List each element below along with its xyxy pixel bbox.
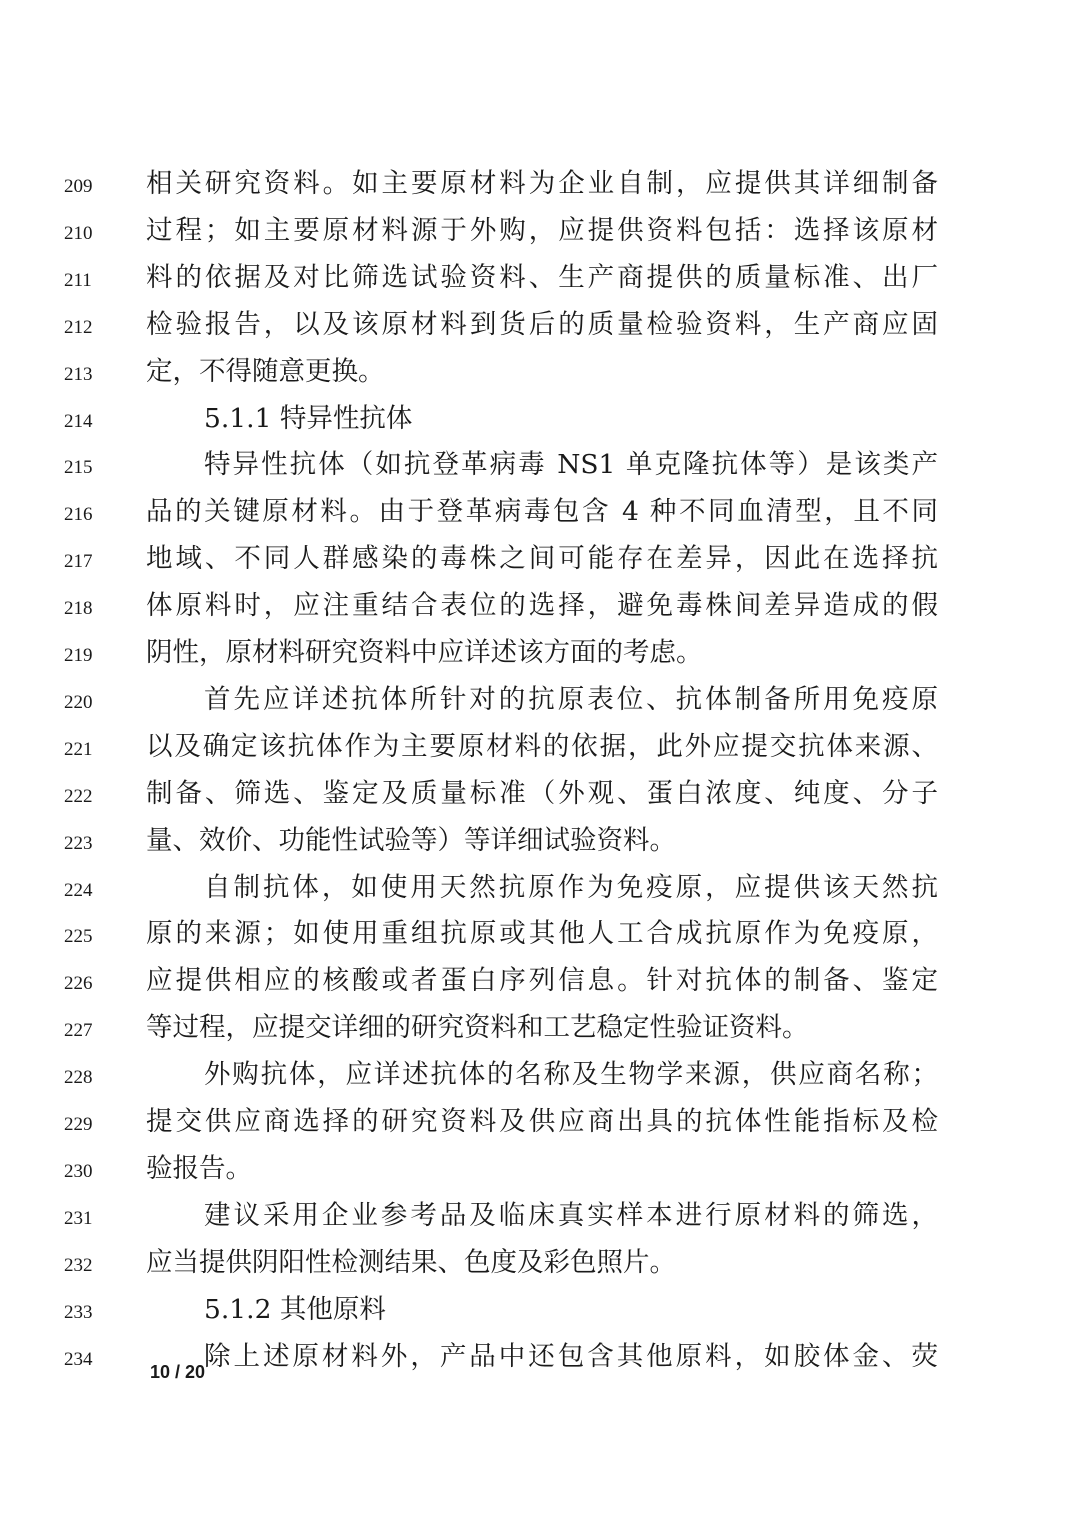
- line-text: 料的依据及对比筛选试验资料、生产商提供的质量标准、出厂: [146, 261, 938, 293]
- line-number: 234: [64, 1348, 93, 1370]
- line-text: 等过程，应提交详细的研究资料和工艺稳定性验证资料。: [146, 1012, 809, 1044]
- line-number: 209: [64, 176, 93, 197]
- line-number: 228: [64, 1067, 93, 1089]
- line-text: 制备、筛选、鉴定及质量标准（外观、蛋白浓度、纯度、分子: [146, 777, 938, 809]
- text-line: [0, 1055, 1080, 1101]
- line-text: 建议采用企业参考品及临床真实样本进行原材料的筛选，: [204, 1199, 938, 1231]
- text-line: [0, 1102, 1080, 1148]
- line-text: 过程；如主要原材料源于外购，应提供资料包括：选择该原材: [146, 214, 938, 246]
- line-number: 210: [64, 222, 93, 244]
- line-number: 233: [64, 1301, 93, 1323]
- text-line: [0, 211, 1080, 257]
- text-line: [0, 352, 1080, 398]
- line-text: 5.1.1 特异性抗体: [204, 402, 413, 434]
- line-text: 首先应详述抗体所针对的抗原表位、抗体制备所用免疫原: [204, 683, 938, 715]
- line-number: 218: [64, 598, 93, 620]
- line-text: 外购抗体，应详述抗体的名称及生物学来源，供应商名称；: [204, 1059, 938, 1091]
- text-line: [0, 633, 1080, 679]
- text-line: [0, 586, 1080, 632]
- line-text: 原的来源；如使用重组抗原或其他人工合成抗原作为免疫原，: [146, 918, 938, 950]
- line-number: 223: [64, 832, 93, 854]
- line-text: 相关研究资料。如主要原材料为企业自制，应提供其详细制备: [146, 168, 938, 199]
- page-number: 10 / 20: [150, 1362, 206, 1382]
- line-number: 226: [64, 973, 93, 995]
- line-text: 自制抗体，如使用天然抗原作为免疫原，应提供该天然抗: [204, 871, 938, 903]
- line-number: 220: [64, 691, 93, 713]
- line-text: 验报告。: [146, 1152, 252, 1184]
- line-text: 体原料时，应注重结合表位的选择，避免毒株间差异造成的假: [146, 590, 938, 622]
- line-text: 检验报告，以及该原材料到货后的质量检验资料，生产商应固: [146, 308, 938, 340]
- line-number: 219: [64, 645, 93, 666]
- text-line: [0, 539, 1080, 585]
- line-text: 除上述原材料外，产品中还包含其他原料，如胶体金、荧: [204, 1340, 938, 1372]
- text-line: [0, 258, 1080, 304]
- line-number: 230: [64, 1160, 93, 1182]
- line-number: 229: [64, 1114, 93, 1135]
- text-line: [0, 1243, 1080, 1289]
- line-number: 211: [64, 269, 92, 291]
- line-number: 214: [64, 410, 93, 432]
- line-number: 227: [64, 1020, 93, 1042]
- line-text: 阴性，原材料研究资料中应详述该方面的考虑。: [146, 637, 703, 668]
- text-line: [0, 1008, 1080, 1054]
- line-number: 221: [64, 738, 93, 760]
- line-number: 224: [64, 879, 93, 901]
- line-text: 应提供相应的核酸或者蛋白序列信息。针对抗体的制备、鉴定: [146, 965, 938, 997]
- text-line: [0, 164, 1080, 210]
- text-line: [0, 961, 1080, 1007]
- line-text: 量、效价、功能性试验等）等详细试验资料。: [146, 824, 676, 856]
- text-line: [0, 1196, 1080, 1242]
- line-text: 提交供应商选择的研究资料及供应商出具的抗体性能指标及检: [146, 1106, 938, 1137]
- line-number: 213: [64, 363, 93, 385]
- line-text: 定，不得随意更换。: [146, 355, 385, 387]
- line-text: 5.1.2 其他原料: [204, 1293, 386, 1325]
- line-text: 特异性抗体（如抗登革病毒 NS1 单克隆抗体等）是该类产: [204, 449, 938, 481]
- line-number: 212: [64, 316, 93, 338]
- text-line: [0, 680, 1080, 726]
- text-line: [0, 774, 1080, 820]
- text-line: [0, 1149, 1080, 1195]
- line-number: 225: [64, 926, 93, 948]
- line-number: 232: [64, 1254, 93, 1276]
- line-text: 品的关键原材料。由于登革病毒包含 4 种不同血清型，且不同: [146, 496, 938, 528]
- text-line: [0, 727, 1080, 773]
- line-text: 应当提供阴阳性检测结果、色度及彩色照片。: [146, 1246, 676, 1278]
- line-number: 231: [64, 1207, 93, 1229]
- text-line: [0, 868, 1080, 914]
- line-number: 216: [64, 504, 93, 526]
- line-text: 地域、不同人群感染的毒株之间可能存在差异，因此在选择抗: [146, 543, 938, 575]
- text-line: [0, 914, 1080, 960]
- text-line: [0, 821, 1080, 867]
- text-line: [0, 305, 1080, 351]
- text-line: [0, 399, 1080, 445]
- text-line: [0, 492, 1080, 538]
- text-line: [0, 1290, 1080, 1336]
- line-number: 217: [64, 551, 93, 573]
- line-number: 222: [64, 785, 93, 807]
- line-number: 215: [64, 457, 93, 479]
- text-line: [0, 445, 1080, 491]
- line-text: 以及确定该抗体作为主要原材料的依据，此外应提交抗体来源、: [146, 730, 938, 762]
